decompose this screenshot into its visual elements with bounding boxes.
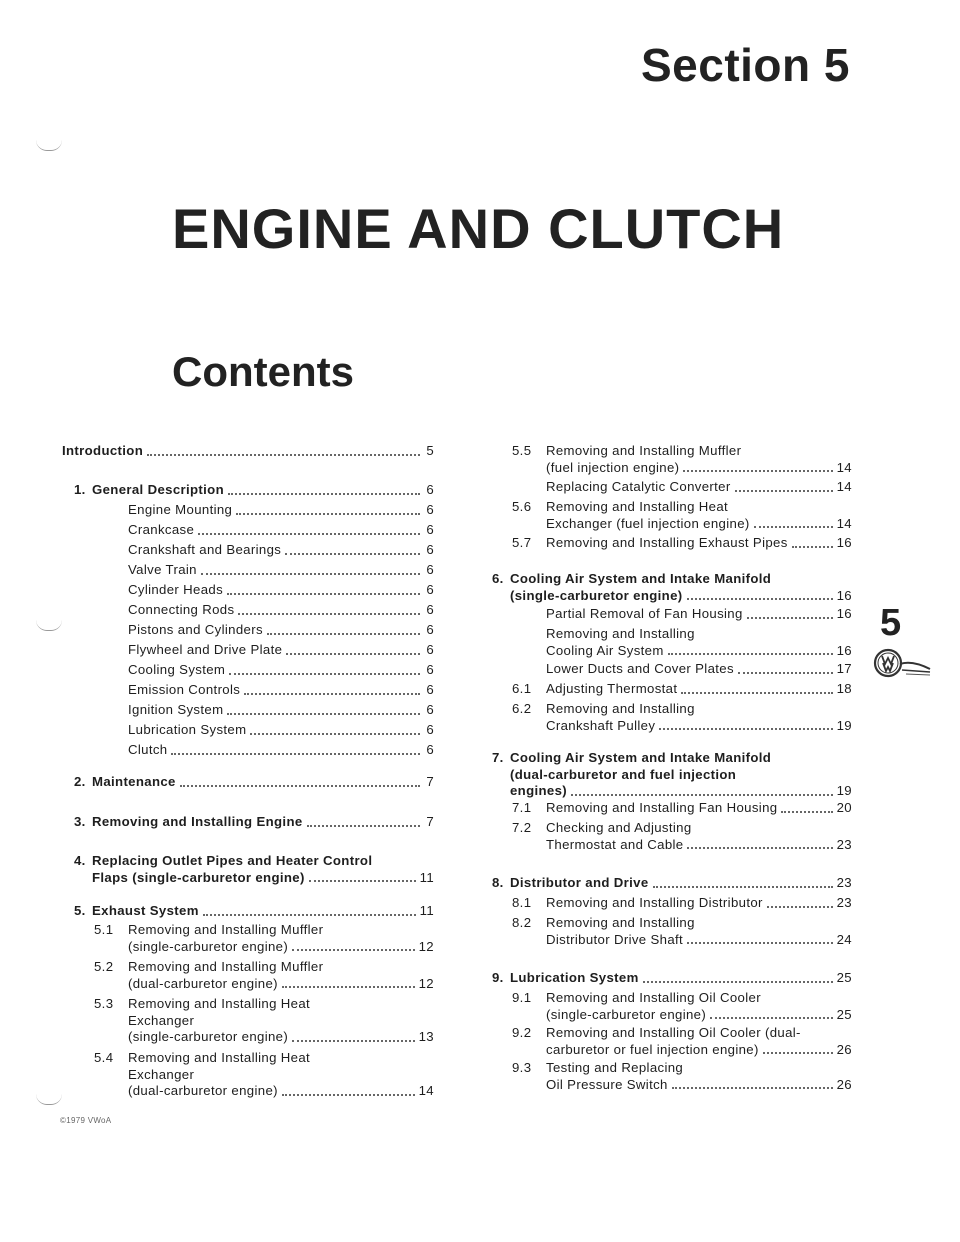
- toc-entry-number: 6.: [492, 571, 504, 586]
- toc-entry-number: 7.1: [512, 800, 532, 815]
- toc-page-number: 7: [426, 814, 434, 829]
- dot-leader: [659, 728, 832, 730]
- toc-entry-title: Distributor Drive Shaft: [546, 931, 684, 947]
- toc-entry: [488, 606, 852, 623]
- toc-page-number: 6: [426, 722, 434, 737]
- dot-leader: [763, 1052, 833, 1054]
- toc-page-number: 16: [836, 606, 852, 621]
- toc-page-number: 23: [836, 895, 852, 910]
- dot-leader: [250, 733, 420, 735]
- toc-page-number: 14: [836, 515, 852, 531]
- toc-page-number: 19: [836, 717, 852, 733]
- toc-entry-number: 5.6: [512, 499, 532, 514]
- toc-entry-number: 7.2: [512, 820, 532, 835]
- toc-entry-title: Cooling Air System and Intake Manifold: [510, 571, 772, 586]
- dot-leader: [229, 673, 420, 675]
- toc-entry-title: (single-carburetor engine): [510, 587, 683, 603]
- toc-entry-title: Removing and Installing Distributor: [546, 895, 763, 910]
- toc-entry: [62, 522, 434, 539]
- toc-entry-title: Oil Pressure Switch: [546, 1076, 668, 1092]
- toc-entry: [488, 499, 852, 532]
- dot-leader: [244, 693, 420, 695]
- toc-entry-title: Removing and Installing Oil Cooler (dual-: [546, 1025, 801, 1040]
- toc-entry-title: (single-carburetor engine): [128, 938, 289, 954]
- toc-entry-title: Distributor and Drive: [510, 875, 649, 890]
- toc-entry-title: Partial Removal of Fan Housing: [546, 606, 743, 621]
- toc-entry-title: Exhaust System: [92, 903, 199, 918]
- dot-leader: [735, 490, 833, 492]
- toc-entry: [488, 571, 852, 604]
- toc-entry-title: Removing and Installing Engine: [92, 814, 303, 829]
- toc-entry: [488, 479, 852, 496]
- toc-entry: [488, 701, 852, 734]
- toc-entry-title: Thermostat and Cable: [546, 836, 684, 852]
- toc-entry-title: Lubrication System: [128, 722, 247, 737]
- toc-page-number: 6: [426, 522, 434, 537]
- dot-leader: [227, 593, 420, 595]
- toc-page-number: 20: [836, 800, 852, 815]
- toc-entry: [488, 626, 852, 659]
- toc-page-number: 6: [426, 482, 434, 497]
- dot-leader: [282, 986, 415, 988]
- toc-entry-title: (dual-carburetor engine): [128, 975, 278, 991]
- toc-page-number: 6: [426, 502, 434, 517]
- toc-entry-title: Introduction: [62, 443, 144, 458]
- toc-entry: [62, 742, 434, 759]
- toc-entry-title: Flywheel and Drive Plate: [128, 642, 283, 657]
- toc-entry-title: Removing and Installing Oil Cooler: [546, 990, 761, 1005]
- toc-entry-title: Removing and Installing Heat: [128, 996, 311, 1011]
- toc-page-number: 12: [418, 975, 434, 991]
- toc-entry: [488, 661, 852, 678]
- toc-entry-number: 6.1: [512, 681, 532, 696]
- copyright-notice: ©1979 VWoA: [60, 1116, 112, 1125]
- dot-leader: [738, 672, 833, 674]
- toc-entry: [488, 681, 852, 698]
- toc-page-number: 24: [836, 931, 852, 947]
- toc-entry-title: (dual-carburetor engine): [128, 1083, 278, 1098]
- toc-entry-title: Removing and Installing Muffler: [546, 443, 742, 458]
- toc-entry: [62, 622, 434, 639]
- toc-page-number: 6: [426, 642, 434, 657]
- toc-entry: [62, 542, 434, 559]
- page-edge-mark: [36, 140, 62, 151]
- toc-page-number: 6: [426, 702, 434, 717]
- toc-entry-title: Exchanger (fuel injection engine): [546, 515, 750, 531]
- toc-entry-title: Removing and Installing Fan Housing: [546, 800, 778, 815]
- toc-page-number: 13: [418, 1029, 434, 1044]
- toc-entry: [62, 582, 434, 599]
- toc-entry-title: Cooling Air System: [546, 642, 664, 658]
- toc-entry: [62, 443, 434, 460]
- dot-leader: [710, 1017, 833, 1019]
- toc-entry: [62, 482, 434, 499]
- toc-page-number: 11: [419, 869, 434, 885]
- toc-entry-number: 7.: [492, 750, 504, 765]
- toc-entry-title: Replacing Outlet Pipes and Heater Control: [92, 853, 373, 868]
- toc-entry: [62, 1050, 434, 1100]
- toc-entry: [62, 562, 434, 579]
- toc-page-number: 23: [836, 875, 852, 890]
- toc-entry: [62, 642, 434, 659]
- toc-entry-title: Maintenance: [92, 774, 176, 789]
- toc-entry-number: 5.: [74, 903, 86, 918]
- toc-page-number: 14: [418, 1083, 434, 1098]
- toc-page-number: 6: [426, 602, 434, 617]
- toc-entry-title: Cooling Air System and Intake Manifold: [510, 750, 772, 765]
- dot-leader: [292, 1040, 415, 1042]
- toc-entry-title: Connecting Rods: [128, 602, 235, 617]
- toc-entry: [62, 853, 434, 886]
- toc-page-number: 16: [836, 642, 852, 658]
- toc-entry: [62, 814, 434, 831]
- toc-entry-title: Removing and Installing Heat: [128, 1050, 311, 1065]
- toc-page-number: 14: [836, 459, 852, 475]
- dot-leader: [282, 1094, 415, 1096]
- toc-entry: [62, 722, 434, 739]
- toc-entry-title: Clutch: [128, 742, 168, 757]
- toc-entry-title: Crankshaft Pulley: [546, 717, 656, 733]
- toc-entry-title: (dual-carburetor and fuel injection: [510, 766, 737, 782]
- section-tab-number: 5: [880, 602, 902, 644]
- toc-entry-title: Removing and Installing: [546, 915, 695, 930]
- toc-entry-title: Removing and Installing Muffler: [128, 922, 324, 937]
- toc-entry-title: (fuel injection engine): [546, 459, 680, 475]
- dot-leader: [747, 617, 833, 619]
- toc-entry-title: Crankcase: [128, 522, 195, 537]
- toc-entry-title: Removing and Installing Heat: [546, 499, 729, 514]
- dot-leader: [309, 880, 416, 882]
- toc-page-number: 5: [426, 443, 434, 458]
- dot-leader: [286, 653, 420, 655]
- toc-entry-title: General Description: [92, 482, 224, 497]
- toc-page-number: 16: [836, 587, 852, 603]
- toc-entry-number: 5.4: [94, 1050, 114, 1065]
- toc-entry-title: Testing and Replacing: [546, 1060, 684, 1075]
- toc-entry: [62, 702, 434, 719]
- dot-leader: [643, 981, 833, 983]
- dot-leader: [687, 942, 833, 944]
- contents-heading: Contents: [172, 348, 354, 395]
- dot-leader: [198, 533, 420, 535]
- toc-entry-title: Removing and Installing: [546, 701, 695, 716]
- toc-page-number: 6: [426, 682, 434, 697]
- toc-entry: [488, 875, 852, 892]
- toc-entry-number: 9.2: [512, 1025, 532, 1040]
- toc-entry: [62, 774, 434, 791]
- toc-entry: [62, 602, 434, 619]
- toc-entry: [488, 1025, 852, 1058]
- toc-entry-title: Emission Controls: [128, 682, 241, 697]
- toc-page-number: 17: [836, 661, 852, 676]
- dot-leader: [754, 526, 833, 528]
- toc-entry-title: Engine Mounting: [128, 502, 233, 517]
- toc-entry: [488, 895, 852, 912]
- section-heading: Section 5: [640, 39, 850, 91]
- toc-entry-title: Cylinder Heads: [128, 582, 224, 597]
- toc-entry: [62, 996, 434, 1046]
- page-edge-mark: [36, 620, 62, 631]
- toc-entry-title: Lubrication System: [510, 970, 639, 985]
- dot-leader: [227, 713, 420, 715]
- dot-leader: [171, 753, 420, 755]
- toc-entry-title: Exchanger: [128, 1012, 195, 1028]
- toc-entry: [488, 915, 852, 948]
- toc-entry: [488, 1060, 852, 1093]
- toc-entry-number: 3.: [74, 814, 86, 829]
- toc-entry-number: 5.2: [94, 959, 114, 974]
- toc-entry-title: Flaps (single-carburetor engine): [92, 869, 305, 885]
- dot-leader: [201, 573, 420, 575]
- toc-entry-number: 5.1: [94, 922, 114, 937]
- toc-entry-title: Removing and Installing: [546, 626, 695, 641]
- toc-page-number: 6: [426, 662, 434, 677]
- toc-page-number: 19: [836, 783, 852, 798]
- toc-entry-number: 9.3: [512, 1060, 532, 1075]
- toc-entry-title: Valve Train: [128, 562, 197, 577]
- dot-leader: [687, 598, 833, 600]
- vw-logo-icon: [872, 646, 932, 680]
- toc-page-number: 14: [836, 479, 852, 494]
- toc-entry-number: 8.1: [512, 895, 532, 910]
- dot-leader: [683, 470, 832, 472]
- dot-leader: [307, 825, 420, 827]
- dot-leader: [147, 454, 420, 456]
- toc-entry: [62, 922, 434, 955]
- toc-entry-title: Ignition System: [128, 702, 224, 717]
- dot-leader: [292, 949, 415, 951]
- dot-leader: [792, 546, 833, 548]
- toc-entry-number: 9.1: [512, 990, 532, 1005]
- toc-entry-number: 1.: [74, 482, 86, 497]
- toc-entry-number: 5.3: [94, 996, 114, 1011]
- toc-page-number: 6: [426, 542, 434, 557]
- toc-entry-title: (single-carburetor engine): [546, 1006, 707, 1022]
- toc-entry: [62, 682, 434, 699]
- toc-page-number: 16: [836, 535, 852, 550]
- toc-entry-title: Exchanger: [128, 1066, 195, 1082]
- toc-entry-title: engines): [510, 783, 568, 798]
- toc-entry-number: 9.: [492, 970, 504, 985]
- toc-entry: [488, 800, 852, 817]
- dot-leader: [653, 886, 833, 888]
- toc-entry: [62, 903, 434, 920]
- toc-entry-title: Removing and Installing Muffler: [128, 959, 324, 974]
- toc-entry-title: (single-carburetor engine): [128, 1029, 289, 1044]
- toc-entry: [488, 820, 852, 853]
- toc-page-number: 23: [836, 836, 852, 852]
- dot-leader: [687, 847, 832, 849]
- dot-leader: [571, 794, 833, 796]
- dot-leader: [180, 785, 420, 787]
- toc-page-number: 6: [426, 582, 434, 597]
- toc-page-number: 11: [419, 903, 434, 918]
- toc-entry-title: Checking and Adjusting: [546, 820, 692, 835]
- toc-entry-number: 8.2: [512, 915, 532, 930]
- toc-page-number: 26: [836, 1076, 852, 1092]
- toc-entry-title: Adjusting Thermostat: [546, 681, 678, 696]
- dot-leader: [681, 692, 832, 694]
- toc-page-number: 12: [418, 938, 434, 954]
- toc-entry: [62, 502, 434, 519]
- toc-entry-title: Pistons and Cylinders: [128, 622, 263, 637]
- dot-leader: [203, 914, 416, 916]
- toc-entry-number: 5.5: [512, 443, 532, 458]
- toc-entry-number: 2.: [74, 774, 86, 789]
- toc-entry-number: 6.2: [512, 701, 532, 716]
- toc-entry-number: 5.7: [512, 535, 532, 550]
- dot-leader: [767, 906, 833, 908]
- toc-page-number: 18: [836, 681, 852, 696]
- toc-entry: [488, 990, 852, 1023]
- toc-page-number: 7: [426, 774, 434, 789]
- page-title: ENGINE AND CLUTCH: [172, 197, 785, 260]
- toc-page-number: 25: [836, 1006, 852, 1022]
- page-edge-mark: [36, 1094, 62, 1105]
- toc-entry-title: Replacing Catalytic Converter: [546, 479, 731, 494]
- toc-entry-title: Lower Ducts and Cover Plates: [546, 661, 734, 676]
- toc-entry: [488, 750, 852, 800]
- dot-leader: [672, 1087, 833, 1089]
- toc-entry-number: 4.: [74, 853, 86, 868]
- dot-leader: [267, 633, 420, 635]
- dot-leader: [238, 613, 420, 615]
- dot-leader: [236, 513, 420, 515]
- toc-page-number: 26: [836, 1041, 852, 1057]
- dot-leader: [228, 493, 420, 495]
- toc-entry-title: carburetor or fuel injection engine): [546, 1041, 759, 1057]
- dot-leader: [285, 553, 420, 555]
- toc-entry: [488, 443, 852, 476]
- dot-leader: [668, 653, 833, 655]
- toc-entry-title: Cooling System: [128, 662, 226, 677]
- toc-entry-number: 8.: [492, 875, 504, 890]
- toc-entry-title: Removing and Installing Exhaust Pipes: [546, 535, 788, 550]
- toc-entry: [488, 535, 852, 552]
- toc-page-number: 25: [836, 970, 852, 985]
- toc-entry: [488, 970, 852, 987]
- toc-page-number: 6: [426, 742, 434, 757]
- toc-entry-title: Crankshaft and Bearings: [128, 542, 282, 557]
- dot-leader: [781, 811, 832, 813]
- toc-entry: [62, 959, 434, 992]
- toc-page-number: 6: [426, 562, 434, 577]
- toc-entry: [62, 662, 434, 679]
- toc-page-number: 6: [426, 622, 434, 637]
